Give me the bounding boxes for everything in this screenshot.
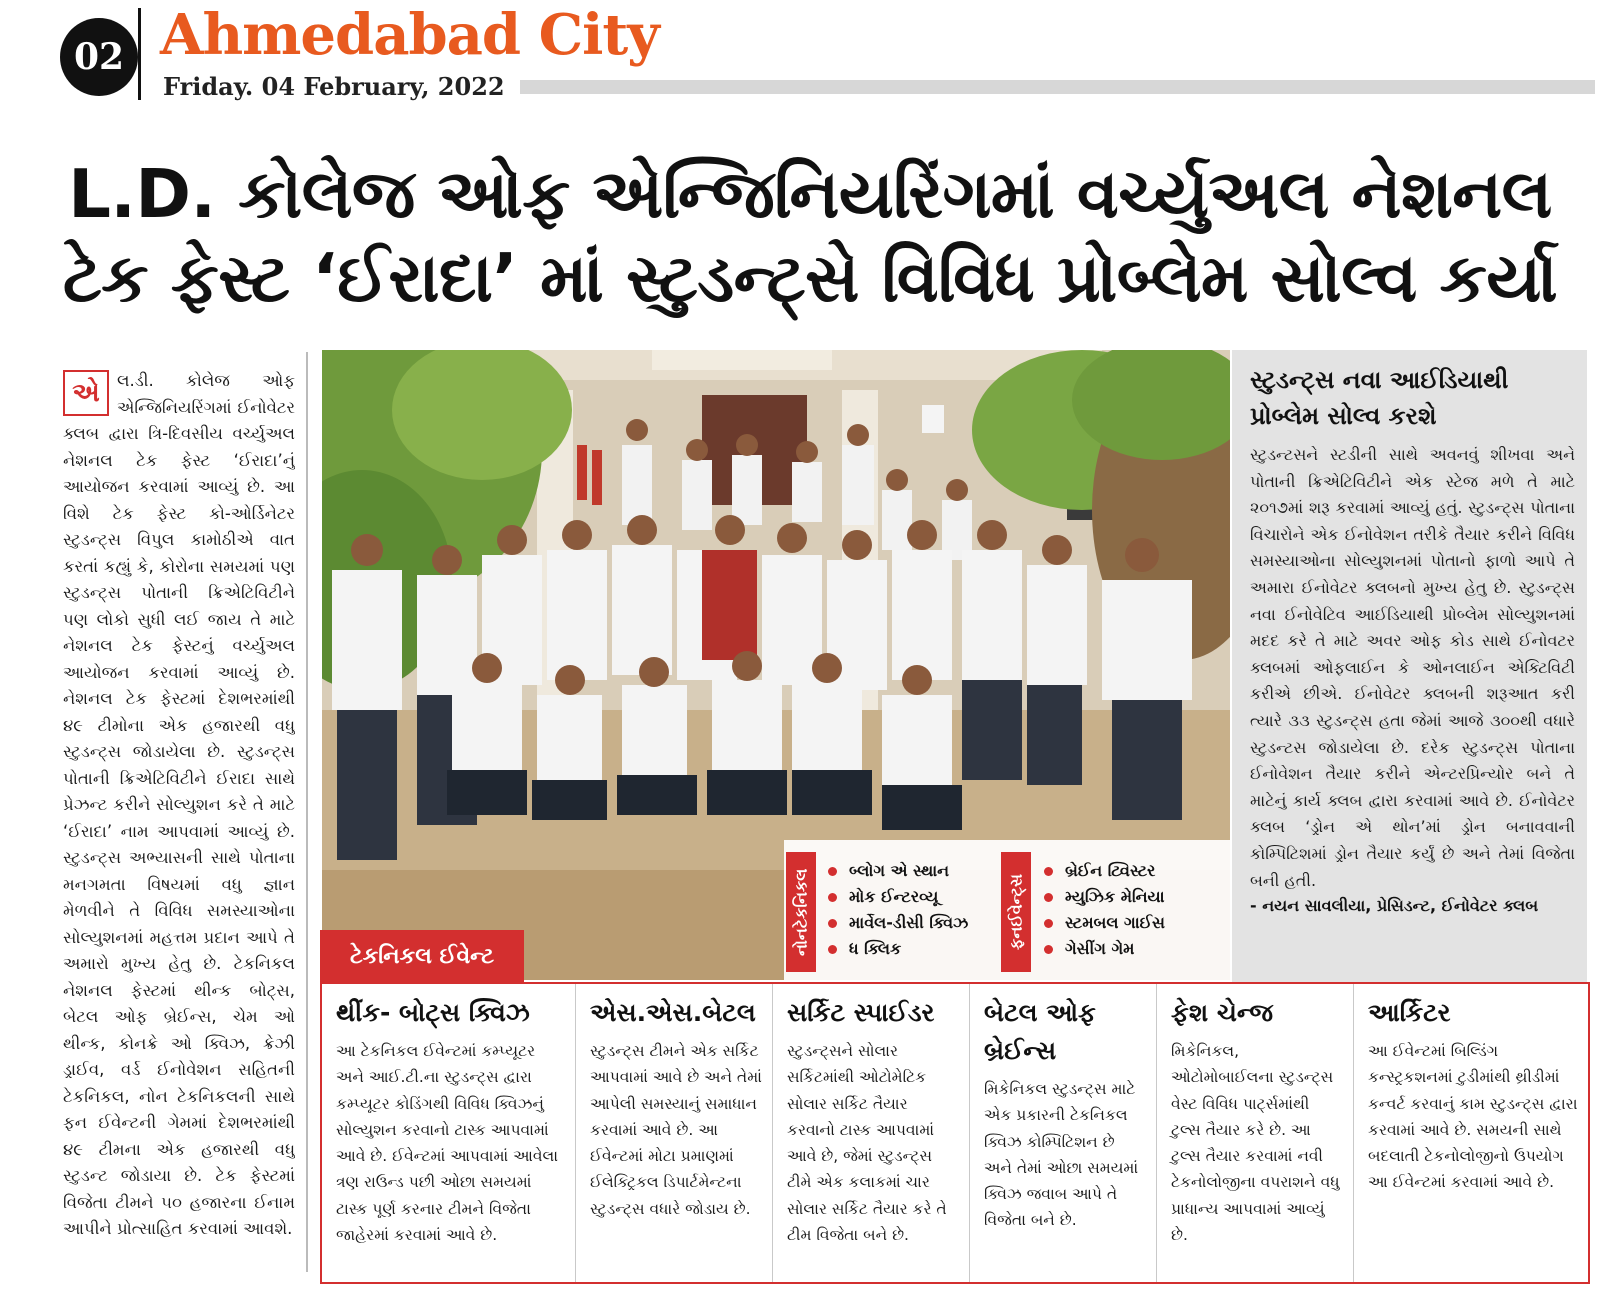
masthead-divider — [138, 8, 141, 100]
dropcap: એ — [63, 370, 109, 416]
list-item: ધ ક્લિક — [828, 936, 968, 962]
sidebar-title: સ્ટુડન્ટ્સ નવા આઈડિયાથી પ્રોબ્લેમ સોલ્વ કરશે — [1250, 366, 1509, 430]
event-title: સર્કિટ સ્પાઈડર — [787, 998, 935, 1027]
bullet-icon — [828, 945, 837, 954]
event-title: એસ.એસ.બેટલ — [590, 998, 756, 1027]
fun-events-tab: ફનઈવેન્ટ્સ — [1001, 852, 1031, 972]
event-box — [772, 984, 969, 1282]
bullet-icon — [828, 893, 837, 902]
event-title: આર્કિટર — [1368, 998, 1451, 1027]
fun-event-list — [1044, 858, 1165, 962]
headline-line-2: ટેક ફેસ્ટ ‘ઈરાદા’ માં સ્ટુડન્ટ્સે વિવિધ પ્રોબ્લેમ સોલ્વ કર્યા — [62, 239, 1558, 317]
bullet-icon — [828, 919, 837, 928]
headline — [40, 152, 1580, 320]
issue-date: Friday. 04 February, 2022 — [163, 72, 505, 101]
event-box — [1353, 984, 1588, 1282]
event-box — [322, 984, 575, 1282]
list-item: બ્રેઈન ટ્વિસ્ટર — [1044, 858, 1165, 884]
sidebar-body: સ્ટુડન્ટસને સ્ટડીની સાથે અવનવું શીખવા અને પોતાની ક્રિએટિવિટીને એક સ્ટેજ મળે તે માટે ૨૦૧૭માં શરૂ કરવામાં આવ્યું હતું. સ્ટુડન્ટ્સ પોતાના વિચારોને એક ઈનોવેશન તરીકે તૈયાર કરીને વિવિધ સમસ્યાઓના સોલ્યુશનમાં પોતાનો ફાળો આપે તે અમારા ઈનોવેટર ક્લબનો મુખ્ય હેતુ છે. સ્ટુડન્ટ્સ નવા ઈનોવેટિવ આઈડિયાથી પ્રોબ્લેમ સોલ્યુશનમાં મદદ કરે તે માટે અવર ઓફ કોડ સાથે ઈનોવટર ક્લબમાં ઓફલાઈન કે ઓનલાઈન એક્ટિવિટી કરીએ છીએ. ઈનોવેટર ક્લબની શરૂઆત કરી ત્યારે ૩૩ સ્ટુડન્ટ્સ હતા જેમાં આજે ૩૦૦થી વધારે સ્ટુડન્ટસ જોડાયેલા છે. દરેક સ્ટુડન્ટ્સ પોતાના ઈનોવેશન તૈયાર કરીને એન્ટરપ્રિન્યોર બને તે માટેનું કાર્ય ક્લબ દ્વારા કરવામાં આવે છે. ઈનોવેટર ક્લબ ‘ડ્રોન એ થોન’માં ડ્રોન બનાવવાની કોમ્પિટિશમાં ડ્રોન તૈયાર કર્યું છે અને તેમાં વિજેતા બની હતી. — [1250, 445, 1575, 890]
article-column — [63, 368, 295, 1278]
events-panel — [320, 982, 1590, 1284]
sidebar-box — [1232, 350, 1587, 982]
article-body: લ.ડી. કોલેજ ઓફ એન્જિનિયરિંગમાં ઈનોવેટર ક્લબ દ્વારા ત્રિ-દિવસીય વર્ચ્યુઅલ નેશનલ ટેક ફેસ્ટ ‘ઈરાદા’નું આયોજન કરવામાં આવ્યું છે. આ વિશે ટેક ફેસ્ટ કો-ઓર્ડિનેટર સ્ટુડન્ટ્સ વિપુલ કામોઠીએ વાત કરતાં કહ્યું કે, કોરોના સમયમાં પણ સ્ટુડન્ટ્સ પોતાની ક્રિએટિવિટીને પણ લોકો સુધી લઈ જાય તે માટે નેશનલ ટેક ફેસ્ટનું વર્ચ્યુઅલ આયોજન કરવામાં આવ્યું છે. નેશનલ ટેક ફેસ્ટમાં દેશભરમાંથી ૪૯ ટીમોના એક હજારથી વધુ સ્ટુડન્ટ્સ જોડાયેલા છે. સ્ટુડન્ટ્સ પોતાની ક્રિએટિવિટીને ઈરાદા સાથે પ્રેઝન્ટ કરીને સોલ્યુશન કરે તે માટે ‘ઈરાદા’ નામ આપવામાં આવ્યું છે. સ્ટુડન્ટ્સ અભ્યાસની સાથે પોતાના મનગમતા વિષયમાં વધુ જ્ઞાન મેળવીને તે વિવિધ સમસ્યાઓના સોલ્યુશનમાં મહત્તમ પ્રદાન આપે તે અમારો મુખ્ય હેતુ છે. ટેકનિકલ નેશનલ ફેસ્ટમાં થીન્ક બોટ્સ, બેટલ ઓફ બ્રેઈન્સ, ચેમ ઓ થીન્ક, કોનક્રે ઓ ક્વિઝ, ક્રેઝી ડ્રાઈવ, વર્ડ ઈનોવેશન સહિતની ટેકનિકલ, નોન ટેકનિકલની સાથે ફન ઈવેન્ટની ગેમમાં દેશભરમાંથી ૪૯ ટીમના એક હજારથી વધુ સ્ટુડન્ટ જોડાયા છે. ટેક ફેસ્ટમાં વિજેતા ટીમને ૫૦ હજારના ઈનામ આપીને પ્રોત્સાહિત કરવામાં આવશે. — [63, 371, 295, 1238]
event-description: સ્ટુડન્ટ્સને સોલાર સર્કિટમાંથી ઓટોમેટિક સોલાર સર્કિટ તૈયાર કરવાનો ટાસ્ક આપવામાં આવે છે, જેમાં સ્ટુડન્ટ્સ ટીમે એક કલાકમાં ચાર સોલાર સર્કિટ તૈયાર કરે તે ટીમ વિજેતા બને છે. — [787, 1042, 947, 1245]
sidebar-signature: - નયન સાવલીયા, પ્રેસિડન્ટ, ઈનોવેટર ક્લબ — [1250, 896, 1539, 916]
list-item: મ્યુઝિક મેનિયા — [1044, 884, 1165, 910]
list-item: મોક ઈન્ટરવ્યૂ — [828, 884, 968, 910]
event-description: સ્ટુડન્ટ્સ ટીમને એક સર્કિટ આપવામાં આવે છે અને તેમાં આપેલી સમસ્યાનું સમાધાન કરવામાં આવે છે. આ ઈવેન્ટમાં મોટા પ્રમાણમાં ઈલેક્ટ્રિકલ ડિપાર્ટમેન્ટના સ્ટુડન્ટ્સ વધારે જોડાય છે. — [590, 1042, 762, 1218]
event-box — [575, 984, 772, 1282]
event-title: ફેશ ચેન્જ — [1171, 998, 1274, 1027]
list-item: ગેસીંગ ગેમ — [1044, 936, 1165, 962]
list-item: સ્ટમબલ ગાઈસ — [1044, 910, 1165, 936]
event-title: થીંક- બોટ્સ ક્વિઝ — [336, 998, 530, 1027]
headline-line-1: L.D. કોલેજ ઓફ એન્જિનિયરિંગમાં વર્ચ્યુઅલ નેશનલ — [68, 155, 1552, 233]
section-title: Ahmedabad City — [160, 2, 659, 68]
event-description: મિકેનિકલ, ઓટોમોબાઈલના સ્ટુડન્ટ્સ વેસ્ટ વિવિધ પાર્ટ્સમાંથી ટુલ્સ તૈયાર કરે છે. આ ટુલ્સ તૈયાર કરવામાં નવી ટેકનોલોજીના વપરાશને વધુ પ્રાધાન્ય આપવામાં આવ્યું છે. — [1171, 1042, 1340, 1245]
list-item: બ્લોગ એ સ્થાન — [828, 858, 968, 884]
event-description: મિકેનિકલ સ્ટુડન્ટ્સ માટે એક પ્રકારની ટેકનિકલ ક્વિઝ કોમ્પિટિશન છે અને તેમાં ઓછા સમયમાં ક્વિઝ જવાબ આપે તે વિજેતા બને છે. — [984, 1080, 1139, 1230]
list-item: માર્વેલ-ડીસી ક્વિઝ — [828, 910, 968, 936]
event-title: બેટલ ઓફ બ્રેઈન્સ — [984, 998, 1096, 1065]
bullet-icon — [1044, 919, 1053, 928]
page-number: 02 — [60, 18, 138, 96]
non-technical-tab: નોનટેકનિકલ — [786, 852, 816, 972]
event-description: આ ઈવેન્ટમાં બિલ્ડિંગ કન્સ્ટ્રકશનમાં ટુડીમાંથી થ્રીડીમાં કન્વર્ટ કરવાનું કામ સ્ટુડન્ટ્સ દ્વારા કરવામાં આવે છે. સમયની સાથે બદલાતી ટેકનોલોજીનો ઉપયોગ આ ઈવેન્ટમાં કરવામાં આવે છે. — [1368, 1042, 1578, 1192]
event-box — [1156, 984, 1353, 1282]
header-rule — [520, 80, 1595, 94]
event-box — [969, 984, 1156, 1282]
column-divider — [306, 352, 308, 1272]
bullet-icon — [1044, 893, 1053, 902]
technical-event-label: ટેકનિકલ ઈવેન્ટ — [320, 930, 524, 982]
event-description: આ ટેકનિકલ ઈવેન્ટમાં કમ્પ્યૂટર અને આઈ.ટી.ના સ્ટુડન્ટ્સ દ્વારા કમ્પ્યૂટર કોડિંગથી વિવિધ ક્વિઝનું સોલ્યુશન કરવાનો ટાસ્ક આપવામાં આવે છે. ઈવેન્ટમાં આપવામાં આવેલા ત્રણ રાઉન્ડ પછી ઓછા સમયમાં ટાસ્ક પૂર્ણ કરનાર ટીમને વિજેતા જાહેરમાં કરવામાં આવે છે. — [336, 1042, 558, 1245]
bullet-icon — [1044, 945, 1053, 954]
bullet-icon — [1044, 867, 1053, 876]
non-technical-event-list — [828, 858, 968, 962]
bullet-icon — [828, 867, 837, 876]
